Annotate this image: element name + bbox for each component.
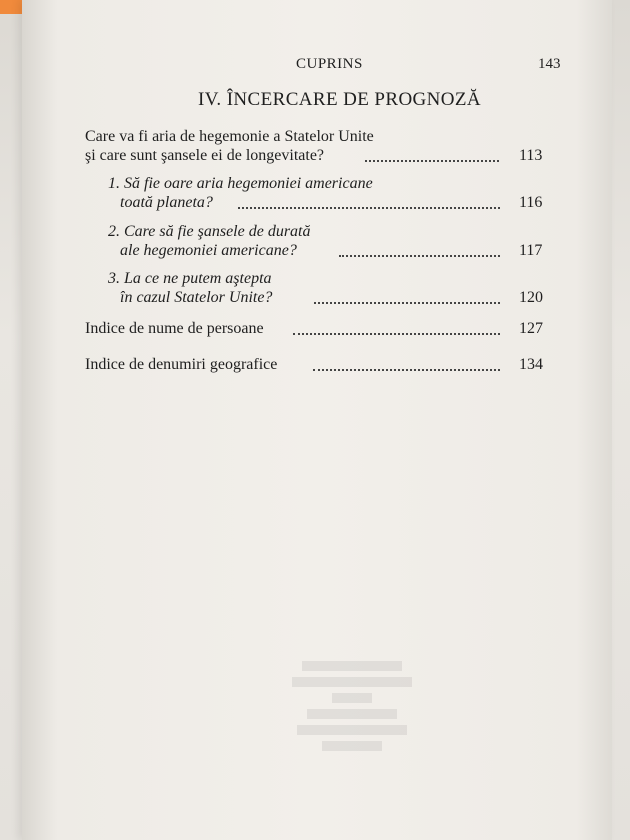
toc-entry-line: 3. La ce ne putem aştepta xyxy=(108,270,272,287)
running-title: CUPRINS xyxy=(296,56,363,72)
toc-entry-line: 1. Să fie oare aria hegemoniei americane xyxy=(108,175,373,192)
toc-entry-page: 127 xyxy=(519,320,543,337)
toc-entry-line: şi care sunt şansele ei de longevitate? xyxy=(85,147,325,164)
book-page xyxy=(22,0,612,840)
toc-entry-page: 117 xyxy=(519,242,543,259)
toc-entry-page: 120 xyxy=(519,289,543,306)
dot-leader xyxy=(313,369,500,371)
dot-leader xyxy=(238,207,500,209)
toc-entry-line: 2. Care să fie şansele de durată xyxy=(108,223,311,240)
toc-entry-page: 116 xyxy=(519,194,543,211)
dot-leader xyxy=(314,302,500,304)
toc-entry-line: Indice de denumiri geografice xyxy=(85,356,278,373)
toc-entry-page: 134 xyxy=(519,356,543,373)
dot-leader xyxy=(339,255,500,257)
dot-leader xyxy=(293,333,500,335)
dot-leader xyxy=(365,160,499,162)
show-through-imprint xyxy=(252,655,452,757)
toc-entry-line: în cazul Statelor Unite? xyxy=(120,289,273,306)
section-title: IV. ÎNCERCARE DE PROGNOZĂ xyxy=(198,89,482,110)
toc-entry-line: Care va fi aria de hegemonie a Statelor Unite xyxy=(85,128,374,145)
toc-entry-line: toată planeta? xyxy=(120,194,213,211)
toc-entry-line: Indice de nume de persoane xyxy=(85,320,264,337)
toc-entry-page: 113 xyxy=(519,147,543,164)
page-number: 143 xyxy=(538,56,561,72)
toc-entry-line: ale hegemoniei americane? xyxy=(120,242,297,259)
